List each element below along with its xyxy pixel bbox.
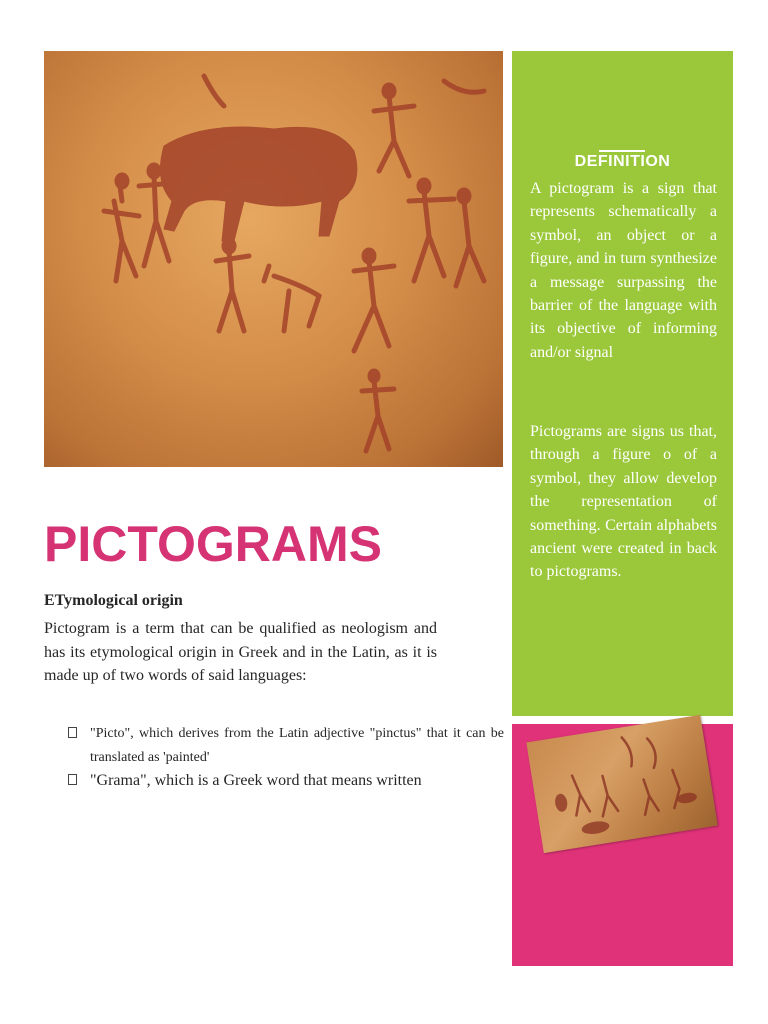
definition-panel bbox=[512, 51, 733, 716]
section-subheading: ETymological origin bbox=[44, 592, 183, 609]
bullet-icon bbox=[68, 774, 77, 785]
intro-paragraph: Pictogram is a term that can be qualified as neologism and has its etymological origin in Greek and in the Latin, as it is made up of two words of said languages: bbox=[44, 620, 437, 684]
definition-paragraph-1: A pictogram is a sign that represents schematically a symbol, an object or a figure, and in turn synthesize a message surpassing the barrier of the language with its objective of informing and/or signal bbox=[530, 180, 717, 361]
heading-divider bbox=[599, 150, 645, 152]
etymology-list bbox=[68, 722, 504, 793]
cave-painting-image bbox=[44, 51, 503, 467]
list-item-text: "Picto", which derives from the Latin adjective "pinctus" that it can be translated as 'painted' bbox=[90, 726, 504, 765]
list-item-text: "Grama", which is a Greek word that means written bbox=[90, 772, 422, 789]
page-title: PICTOGRAMS bbox=[44, 516, 382, 572]
list-item bbox=[68, 722, 504, 769]
definition-heading: DEFINITION bbox=[574, 153, 671, 170]
bullet-icon bbox=[68, 727, 77, 738]
list-item bbox=[68, 769, 436, 793]
definition-paragraph-2: Pictograms are signs us that, through a figure o of a symbol, they allow develop the representation of something. Certain alphabets ancient were created in back to pictograms. bbox=[530, 423, 717, 581]
